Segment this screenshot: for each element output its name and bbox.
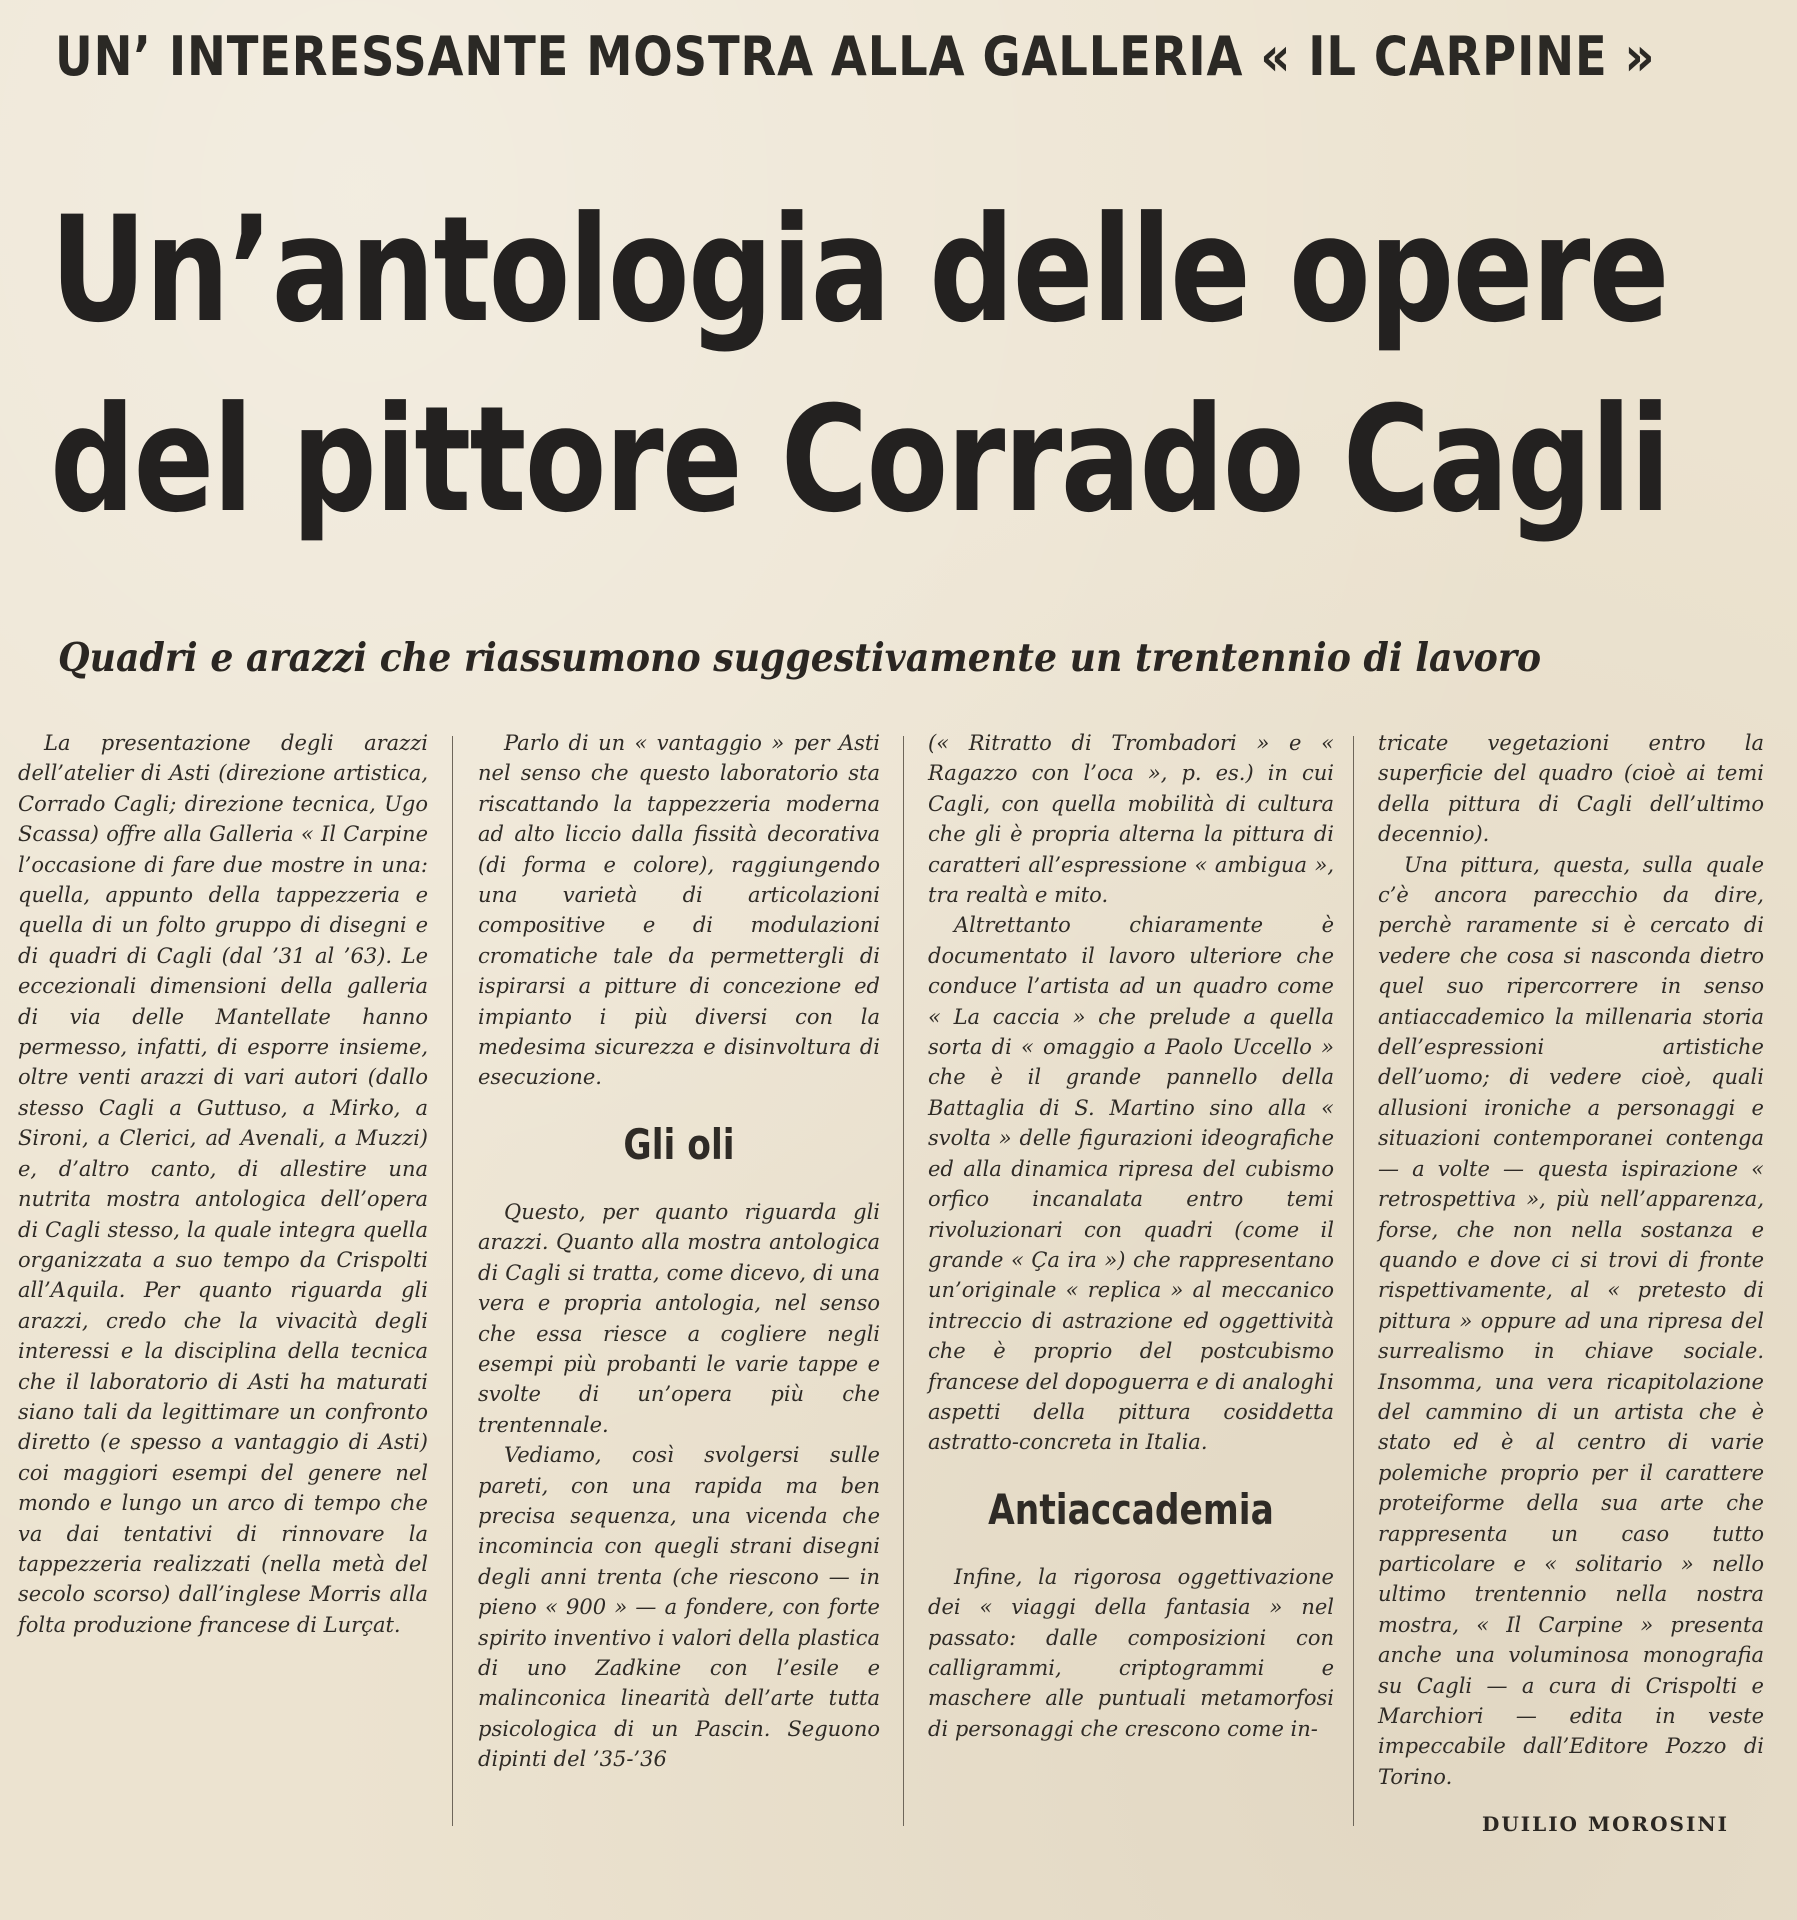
author-byline: DUILIO MOROSINI bbox=[1482, 1812, 1729, 1836]
paragraph: (« Ritratto di Trombadori » e « Ragazzo con l’oca », p. es.) in cui Cagli, con quella mobilità di cultura che gli è propria alterna la pittura di caratteri all’espressione « ambigua », tra realtà e mito. bbox=[928, 731, 1334, 908]
headline-line-2: del pittore Corrado Cagli bbox=[50, 375, 1670, 545]
section-heading-gli-oli: Gli oli bbox=[623, 1119, 735, 1169]
overline-title: UN’ INTERESSANTE MOSTRA ALLA GALLERIA « IL CARPINE » bbox=[55, 25, 1656, 88]
subheadline: Quadri e arazzi che riassumono suggestivamente un trentennio di lavoro bbox=[58, 635, 1542, 681]
column-4 bbox=[1378, 728, 1764, 1792]
section-heading-antiaccademia: Antiaccademia bbox=[988, 1484, 1274, 1534]
column-divider bbox=[903, 736, 904, 1826]
column-3 bbox=[928, 728, 1334, 1744]
column-divider bbox=[452, 736, 453, 1826]
column-1 bbox=[18, 728, 428, 1640]
column-2 bbox=[478, 728, 880, 1775]
paragraph: La presentazione degli arazzi dell’atelier di Asti (direzione artistica, Corrado Cagli; direzione tecnica, Ugo Scassa) offre alla Galleria « Il Carpine l’occasione di fare due mostre in una: quella, appunto della tappezzeria e quella di un folto gruppo di disegni e di quadri di Cagli (dal ’31 al ’63). Le eccezionali dimensioni della galleria di via delle Mantellate hanno permesso, infatti, di esporre insieme, oltre venti arazzi di vari autori (dallo stesso Cagli a Guttuso, a Mirko, a Sironi, a Clerici, ad Avenali, a Muzzi) e, d’altro canto, di allestire una nutrita mostra antologica dell’opera di Cagli stesso, la quale integra quella organizzata a suo tempo da Crispolti all’Aquila. Per quanto riguarda gli arazzi, credo che la vivacità degli interessi e la disciplina della tecnica che il laboratorio di Asti ha maturati siano tali da legittimare un confronto diretto (e spesso a vantaggio di Asti) coi maggiori esempi del genere nel mondo e lungo un arco di tempo che va dai tentativi di rinnovare la tappezzeria realizzati (nella metà del secolo scorso) dall’inglese Morris alla folta produzione francese di Lurçat. bbox=[18, 731, 428, 1637]
paragraph: Parlo di un « vantaggio » per Asti nel senso che questo laboratorio sta riscattando la tappezzeria moderna ad alto liccio dalla fissità decorativa (di forma e colore), raggiungendo una varietà di articolazioni compositive e di modulazioni cromatiche tale da permettergli di ispirarsi a pitture di concezione ed impianto i più diversi con la medesima sicurezza e disinvoltura di esecuzione. bbox=[478, 731, 880, 1090]
paragraph: tricate vegetazioni entro la superficie del quadro (cioè ai temi della pittura di Cagli dell’ultimo decennio). bbox=[1378, 731, 1764, 847]
headline-line-1: Un’antologia delle opere bbox=[50, 185, 1668, 355]
paragraph: Vediamo, così svolgersi sulle pareti, con una rapida ma ben precisa sequenza, una vicenda che incomincia con quegli strani disegni degli anni trenta (che riescono — in pieno « 900 » — a fondere, con forte spirito inventivo i valori della plastica di uno Zadkine con l’esile e malinconica linearità dell’arte tutta psicologica di un Pascin. Seguono dipinti del ’35-’36 bbox=[478, 1443, 880, 1772]
paragraph: Una pittura, questa, sulla quale c’è ancora parecchio da dire, perchè raramente si è cercato di vedere che cosa si nasconda dietro quel suo ripercorrere in senso antiaccademico la millenaria storia dell’espressioni artistiche dell’uomo; di vedere cioè, quali allusioni ironiche a personaggi e situazioni contemporanei contenga — a volte — questa ispirazione « retrospettiva », più nell’apparenza, forse, che non nella sostanza e quando e dove ci si trovi di fronte rispettivamente, al « pretesto di pittura » oppure ad una ripresa del surrealismo in chiave sociale. Insomma, una vera ricapitolazione del cammino di un artista che è stato ed è al centro di varie polemiche proprio per il carattere proteiforme della sua arte che rappresenta un caso tutto particolare e « solitario » nello ultimo trentennio nella nostra mostra, « Il Carpine » presenta anche una voluminosa monografia su Cagli — a cura di Crispolti e Marchiori — edita in veste impeccabile dall’Editore Pozzo di Torino. bbox=[1378, 852, 1764, 1789]
paragraph: Infine, la rigorosa oggettivazione dei « viaggi della fantasia » nel passato: dalle composizioni con calligrammi, criptogrammi e maschere alle puntuali metamorfosi di personaggi che crescono come in- bbox=[928, 1564, 1334, 1741]
column-divider bbox=[1353, 736, 1354, 1826]
headline bbox=[50, 175, 1670, 555]
paragraph: Altrettanto chiaramente è documentato il lavoro ulteriore che conduce l’artista ad un quadro come « La caccia » che prelude a quella sorta di « omaggio a Paolo Uccello » che è il grande pannello della Battaglia di S. Martino sino alla « svolta » delle figurazioni ideografiche ed alla dinamica ripresa del cubismo orfico incanalata entro temi rivoluzionari con quadri (come il grande « Ça ira ») che rappresentano un’originale « replica » al meccanico intreccio di astrazione ed oggettività che è proprio del postcubismo francese del dopoguerra e di analoghi aspetti della pittura cosiddetta astratto-concreta in Italia. bbox=[928, 913, 1334, 1455]
paragraph: Questo, per quanto riguarda gli arazzi. Quanto alla mostra antologica di Cagli si tratta, come dicevo, di una vera e propria antologia, nel senso che essa riesce a cogliere negli esempi più probanti le varie tappe e svolte di un’opera più che trentennale. bbox=[478, 1199, 880, 1437]
